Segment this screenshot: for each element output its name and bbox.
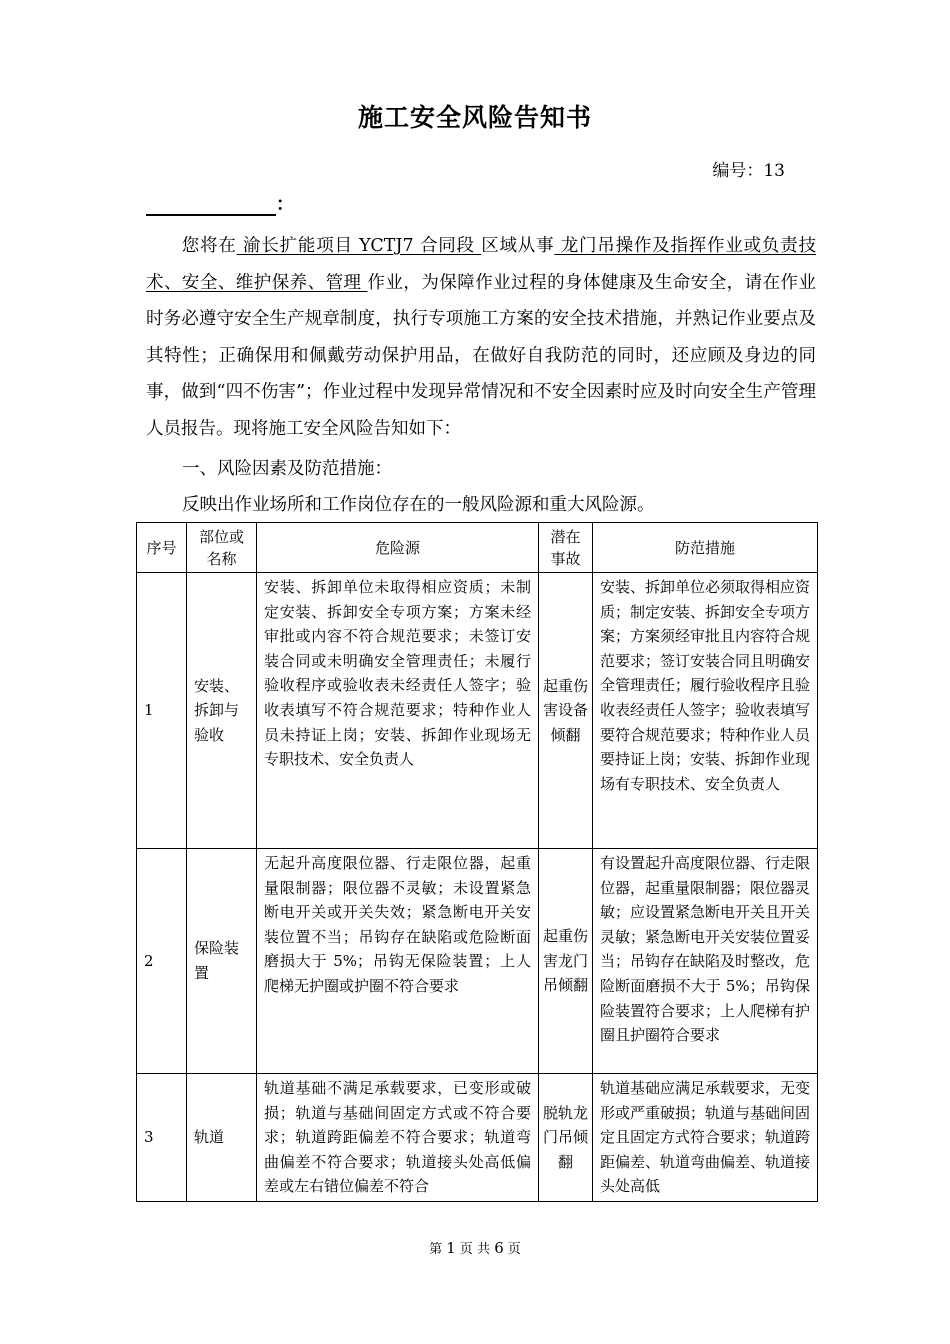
row-hazard: 安装、拆卸单位未取得相应资质；未制定安装、拆卸安全专项方案；方案未经审批或内容不符合规范要求；未签订安装合同或未明确安全管理责任；未履行验收程序或验收表未经责任人签字；验收表填写不符合规范要求；特种作业人员未持证上岗；安装、拆卸作业现场无专职技术、安全负责人 (257, 573, 539, 849)
intro-text-1: 您将在 (181, 236, 237, 256)
header-hazard: 危险源 (257, 523, 539, 573)
section-heading: 一、风险因素及防范措施： (182, 459, 392, 479)
row-part: 轨道 (187, 1074, 257, 1202)
row-measures: 轨道基础应满足承载要求，无变形或严重破损；轨道与基础间固定且固定方式符合要求；轨道跨距偏差、轨道弯曲偏差、轨道接头处高低 (593, 1074, 818, 1202)
table-row (137, 1074, 818, 1202)
row-part: 安装、拆卸与验收 (187, 573, 257, 849)
row-no: 2 (137, 849, 187, 1074)
row-no: 1 (137, 573, 187, 849)
footer-page: 1 (446, 1239, 456, 1257)
footer-post: 页 (507, 1242, 521, 1257)
page-footer (0, 1238, 950, 1257)
project-name: 渝长扩能项目 YCTJ7 合同段 (236, 236, 482, 256)
number-value: 13 (763, 161, 785, 181)
job-scope: 龙门吊操作及指挥作业或负责技术、安全、维护保养、管理 (146, 236, 817, 293)
header-accident: 潜在事故 (539, 523, 593, 573)
row-measures: 有设置起升高度限位器、行走限位器，起重量限制器；限位器灵敏；应设置紧急断电开关且开关灵敏；紧急断电开关安装位置妥当；吊钩存在缺陷及时整改，危险断面磨损不大于 5%；吊钩保险装置符合要求；上人爬梯有护圈且护圈符合要求 (593, 849, 818, 1074)
number-label: 编号： (712, 161, 764, 181)
recipient-blank (146, 192, 276, 216)
document-title: 施工安全风险告知书 (357, 103, 592, 132)
footer-pre: 第 (429, 1242, 443, 1257)
row-accident: 起重伤害设备倾翻 (539, 573, 593, 849)
row-hazard: 轨道基础不满足承载要求，已变形或破损；轨道与基础间固定方式或不符合要求；轨道跨距偏差不符合要求；轨道弯曲偏差不符合要求；轨道接头处高低偏差或左右错位偏差不符合 (257, 1074, 539, 1202)
intro-text-2: 区域从事 (481, 236, 555, 256)
header-no: 序号 (137, 523, 187, 573)
intro-paragraph (146, 228, 816, 447)
header-part: 部位或名称 (187, 523, 257, 573)
row-accident: 脱轨龙门吊倾翻 (539, 1074, 593, 1202)
row-measures: 安装、拆卸单位必须取得相应资质；制定安装、拆卸安全专项方案；方案须经审批且内容符合规范要求；签订安装合同且明确安全管理责任；履行验收程序且验收表经责任人签字；验收表填写要符合规范要求；特种作业人员要持证上岗；安装、拆卸作业现场有专职技术、安全负责人 (593, 573, 818, 849)
recipient-colon: ： (276, 194, 294, 215)
table-row (137, 849, 818, 1074)
footer-mid: 页 共 (459, 1242, 491, 1257)
row-hazard: 无起升高度限位器、行走限位器，起重量限制器；限位器不灵敏；未设置紧急断电开关或开关失效；紧急断电开关安装位置不当；吊钩存在缺陷或危险断面磨损大于 5%；吊钩无保险装置；上人爬梯无护圈或护圈不符合要求 (257, 849, 539, 1074)
row-no: 3 (137, 1074, 187, 1202)
header-measures: 防范措施 (593, 523, 818, 573)
intro-text-3: 作业，为保障作业过程的身体健康及生命安全，请在作业时务必遵守安全生产规章制度，执行专项施工方案的安全技术措施，并熟记作业要点及其特性；正确保用和佩戴劳动保护用品，在做好自我防范的同时，还应顾及身边的同事，做到“四不伤害”；作业过程中发现异常情况和不安全因素时应及时向安全生产管理人员报告。现将施工安全风险告知如下： (146, 272, 817, 439)
row-part: 保险装置 (187, 849, 257, 1074)
row-accident: 起重伤害龙门吊倾翻 (539, 849, 593, 1074)
document-number (712, 156, 785, 181)
footer-total: 6 (494, 1239, 504, 1257)
table-header-row (137, 523, 818, 573)
risk-table (136, 522, 818, 1202)
recipient-line (146, 190, 294, 216)
table-row (137, 573, 818, 849)
section-description: 反映出作业场所和工作岗位存在的一般风险源和重大风险源。 (182, 495, 655, 515)
